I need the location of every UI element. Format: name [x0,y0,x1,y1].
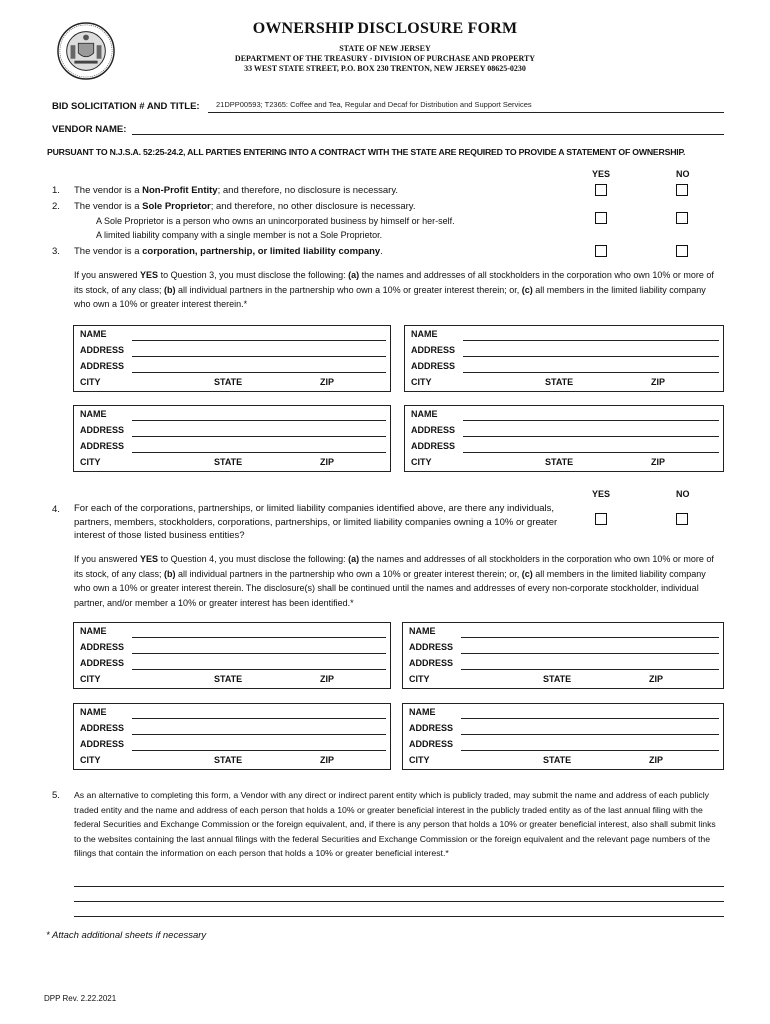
q3-yes-checkbox[interactable] [595,245,607,257]
owner-address-box [73,405,391,472]
city-label: CITY [80,674,101,684]
question-1-text: The vendor is a Non-Profit Entity; and therefore, no disclosure is necessary. [74,185,399,196]
name-label: NAME [409,626,436,636]
city-label: CITY [411,377,432,387]
q5-answer-line[interactable] [74,886,724,887]
q2-no-checkbox[interactable] [676,212,688,224]
question-2-text: The vendor is a Sole Proprietor; and therefore, no other disclosure is necessary. [74,201,416,212]
header-department: DEPARTMENT OF THE TREASURY - DIVISION OF PURCHASE AND PROPERTY [234,54,536,63]
address-input[interactable] [463,436,719,437]
address-label: ADDRESS [80,345,125,355]
address-input[interactable] [463,452,719,453]
address-input[interactable] [132,372,386,373]
name-label: NAME [411,329,438,339]
bid-solicitation-value[interactable]: 21DPP00593; T2365: Coffee and Tea, Regular and Decaf for Distribution and Support Services [216,100,532,109]
name-label: NAME [80,409,107,419]
zip-label: ZIP [320,377,335,387]
q1-no-checkbox[interactable] [676,184,688,196]
city-label: CITY [80,755,101,765]
state-label: STATE [214,755,243,765]
q3-no-checkbox[interactable] [676,245,688,257]
city-label: CITY [80,377,101,387]
address-label: ADDRESS [411,441,456,451]
address-label: ADDRESS [411,361,456,371]
name-label: NAME [409,707,436,717]
name-input[interactable] [461,637,719,638]
address-input[interactable] [461,669,719,670]
address-input[interactable] [463,372,719,373]
owner-address-box [404,405,724,472]
question-4-instructions: If you answered YES to Question 4, you must disclose the following: (a) the names and addresses of all stockholders in the corporation who own 10% or more of its stock, of any class; (b) all individual partners in the partnership who own a 10% or greater interest therein; or, (c) all members in the limited liability company who own a 10% or greater interest therein. The disclosure(s) shall be continued until the names and addresses of every non-corporate stockholder, individual partner, and/or member a 10% or greater interest has been identified.* [74,554,714,608]
address-label: ADDRESS [411,425,456,435]
form-revision: DPP Rev. 2.22.2021 [44,994,117,1003]
city-label: CITY [80,457,101,467]
zip-label: ZIP [651,377,666,387]
address-label: ADDRESS [409,642,454,652]
name-input[interactable] [132,340,386,341]
owner-address-box [404,325,724,392]
address-label: ADDRESS [409,658,454,668]
address-input[interactable] [461,750,719,751]
name-input[interactable] [132,637,386,638]
address-label: ADDRESS [411,345,456,355]
address-label: ADDRESS [80,658,125,668]
owner-address-box [73,325,391,392]
address-input[interactable] [132,452,386,453]
zip-label: ZIP [651,457,666,467]
q4-no-checkbox[interactable] [676,513,688,525]
state-label: STATE [543,755,572,765]
address-input[interactable] [461,734,719,735]
address-input[interactable] [132,750,386,751]
name-input[interactable] [463,420,719,421]
address-input[interactable] [132,653,386,654]
question-5-text: As an alternative to completing this form, a Vendor with any direct or indirect parent entity which is publicly traded, may submit the name and address of each publicly traded entity and the name and address of each person that holds a 10% or greater beneficial interest in the publicly traded entity as of the last annual filing with the federal Securities and Exchange Commission or the foreign equivalent, and, if there is any person that holds a 10% or greater beneficial interest, also shall submit links to the websites containing the last annual filings with the federal Securities and Exchange Commission or the foreign equivalent and the relevant page numbers of the filings that contain the information on each person that holds a 10% or greater beneficial interest.* [74,790,716,858]
sole-proprietor-note-1: A Sole Proprietor is a person who owns an unincorporated business by himself or her-self. [96,216,455,226]
zip-label: ZIP [649,674,664,684]
city-label: CITY [411,457,432,467]
address-input[interactable] [132,356,386,357]
pursuant-statement: PURSUANT TO N.J.S.A. 52:25-24.2, ALL PARTIES ENTERING INTO A CONTRACT WITH THE STATE ARE REQUIRED TO PROVIDE A STATEMENT OF OWNERSHIP. [47,147,686,157]
q1-yes-checkbox[interactable] [595,184,607,196]
zip-label: ZIP [320,755,335,765]
name-input[interactable] [463,340,719,341]
address-label: ADDRESS [409,723,454,733]
owner-address-box [402,622,724,689]
address-label: ADDRESS [80,739,125,749]
question-3-text: The vendor is a corporation, partnership, or limited liability company. [74,246,383,257]
address-label: ADDRESS [80,425,125,435]
yes-header: YES [592,169,611,179]
q5-answer-line[interactable] [74,901,724,902]
name-label: NAME [411,409,438,419]
address-label: ADDRESS [80,361,125,371]
question-3-number: 3. [52,246,60,257]
name-label: NAME [80,626,107,636]
bid-solicitation-label: BID SOLICITATION # AND TITLE: [52,101,200,112]
question-4-number: 4. [52,504,60,515]
question-5-number: 5. [52,790,60,801]
owner-address-box [73,622,391,689]
name-input[interactable] [132,718,386,719]
question-3-instructions: If you answered YES to Question 3, you must disclose the following: (a) the names and addresses of all stockholders in the corporation who own 10% or more of its stock, of any class; (b) all individual partners in the partnership who own a 10% or greater interest therein; or, (c) all members in the limited liability company who own a 10% or greater interest therein.* [74,270,714,309]
state-label: STATE [543,674,572,684]
address-label: ADDRESS [409,739,454,749]
state-label: STATE [214,674,243,684]
owner-address-box [402,703,724,770]
vendor-name-line [132,134,724,135]
address-input[interactable] [132,436,386,437]
bid-solicitation-line [208,112,724,113]
question-2-number: 2. [52,201,60,212]
address-input[interactable] [132,734,386,735]
header-state: STATE OF NEW JERSEY [339,44,431,53]
state-label: STATE [545,377,574,387]
form-title: OWNERSHIP DISCLOSURE FORM [252,20,518,37]
address-input[interactable] [461,653,719,654]
name-label: NAME [80,329,107,339]
vendor-name-label: VENDOR NAME: [52,124,127,135]
owner-address-box [73,703,391,770]
attach-sheets-footnote: * Attach additional sheets if necessary [46,930,207,941]
zip-label: ZIP [320,674,335,684]
header-address: 33 WEST STATE STREET, P.O. BOX 230 TRENTON, NEW JERSEY 08625-0230 [244,64,526,73]
no-header: NO [676,489,690,499]
question-1-number: 1. [52,185,60,196]
name-input[interactable] [132,420,386,421]
yes-header: YES [592,489,611,499]
zip-label: ZIP [320,457,335,467]
zip-label: ZIP [649,755,664,765]
no-header: NO [676,169,690,179]
sole-proprietor-note-2: A limited liability company with a single member is not a Sole Proprietor. [96,230,383,240]
address-label: ADDRESS [80,642,125,652]
question-4-text: For each of the corporations, partnerships, or limited liability companies identified above, are there any individuals, partners, members, stockholders, corporations, partnerships, or limited liability companies owning a 10% or greater interest of those listed business entities? [74,503,558,541]
state-label: STATE [214,377,243,387]
name-input[interactable] [461,718,719,719]
address-input[interactable] [132,669,386,670]
state-label: STATE [545,457,574,467]
q4-yes-checkbox[interactable] [595,513,607,525]
address-label: ADDRESS [80,723,125,733]
q5-answer-line[interactable] [74,916,724,917]
state-label: STATE [214,457,243,467]
city-label: CITY [409,755,430,765]
address-label: ADDRESS [80,441,125,451]
name-label: NAME [80,707,107,717]
city-label: CITY [409,674,430,684]
address-input[interactable] [463,356,719,357]
q2-yes-checkbox[interactable] [595,212,607,224]
